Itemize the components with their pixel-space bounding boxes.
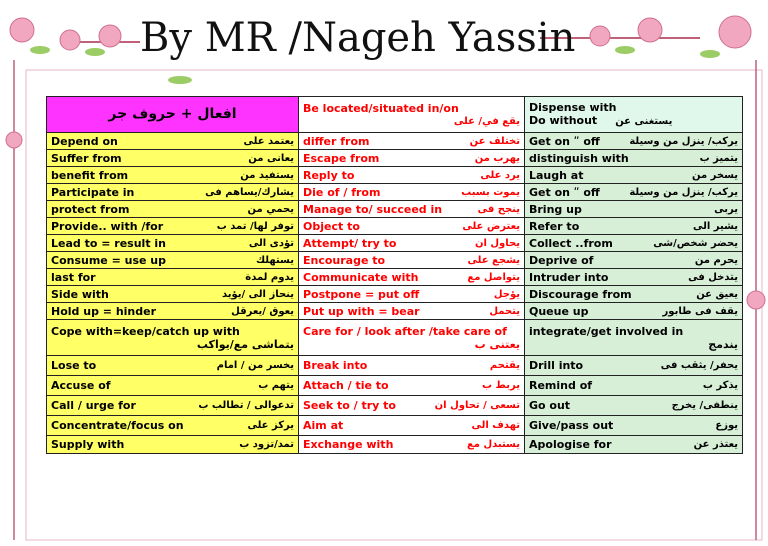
table-row: [47, 356, 743, 376]
table-cell: [47, 286, 299, 303]
phrase-text: Remind of: [529, 379, 593, 392]
phrase-text: Concentrate/focus on: [51, 419, 184, 432]
phrase-text: last for: [51, 270, 96, 284]
table-cell: [525, 376, 743, 396]
phrase-text: Reply to: [303, 168, 355, 182]
arabic-meaning: يتحمل: [489, 305, 520, 317]
table-cell: [47, 320, 299, 356]
phrase-text: Laugh at: [529, 168, 584, 182]
table-cell: [525, 97, 743, 133]
phrase-text: Suffer from: [51, 151, 122, 165]
arabic-meaning: يرد على: [480, 169, 520, 181]
phrase-text: Manage to/ succeed in: [303, 202, 443, 216]
phrase-text: Get on ʺ off: [529, 185, 600, 199]
arabic-meaning: يذكر ب: [702, 380, 738, 391]
arabic-meaning: يوزع: [715, 420, 738, 431]
table-row: [47, 436, 743, 454]
table-cell: [525, 235, 743, 252]
arabic-meaning: يشير الى: [692, 220, 738, 232]
arabic-meaning: يقع في/ على: [453, 115, 520, 127]
phrase-text: Call / urge for: [51, 399, 136, 412]
phrase-text: Aim at: [303, 419, 344, 432]
phrase-text: Participate in: [51, 185, 135, 199]
phrase-text: Object to: [303, 219, 360, 233]
table-row: [47, 416, 743, 436]
phrase-text: Dispense with: [529, 101, 617, 114]
arabic-meaning: تهدف الى: [471, 420, 520, 431]
table-cell: [47, 396, 299, 416]
arabic-meaning: يسخر من: [691, 169, 738, 181]
phrase-text: Seek to / try to: [303, 399, 396, 412]
arabic-meaning: يقتحم: [489, 360, 520, 371]
phrase-text: Cope with=keep/catch up with: [51, 324, 240, 338]
phrase-text: Accuse of: [51, 379, 111, 392]
table-row: [47, 201, 743, 218]
table-row: [47, 286, 743, 303]
phrase-text: Attempt/ try to: [303, 236, 397, 250]
phrase-text: differ from: [303, 134, 370, 148]
arabic-meaning: يربى: [714, 203, 738, 215]
table-cell: [47, 235, 299, 252]
table-row: [47, 269, 743, 286]
arabic-meaning: يستبدل مع: [466, 439, 520, 450]
arabic-meaning: يتميز ب: [699, 152, 738, 164]
table-cell: [525, 201, 743, 218]
phrase-text: Discourage from: [529, 287, 632, 301]
phrase-text: Get on ʺ off: [529, 134, 600, 148]
phrase-text: Communicate with: [303, 270, 419, 284]
table-cell: [525, 252, 743, 269]
arabic-meaning: يحضر شخص/شى: [653, 237, 738, 249]
arabic-meaning: يتهم ب: [258, 380, 294, 391]
arabic-meaning: يعانى من: [248, 152, 294, 164]
phrase-text: Break into: [303, 359, 368, 372]
phrase-text: Depend on: [51, 134, 118, 148]
table-row: [47, 184, 743, 201]
phrase-text: Die of / from: [303, 185, 381, 199]
arabic-meaning: تدعوالى / تطالب ب: [198, 400, 294, 411]
phrase-text: Escape from: [303, 151, 380, 165]
table-cell: [47, 97, 299, 133]
table-cell: [299, 269, 525, 286]
arabic-meaning: يركز على: [247, 420, 294, 431]
arabic-meaning: ينجح فى: [477, 203, 520, 215]
phrase-text: Bring up: [529, 202, 582, 216]
table-cell: [47, 269, 299, 286]
table-cell: [299, 218, 525, 235]
phrase-text: protect from: [51, 202, 130, 216]
phrase-text: Be located/situated in/on: [303, 101, 459, 115]
table-cell: [47, 356, 299, 376]
table-cell: [47, 376, 299, 396]
arabic-meaning: يستهلك: [255, 254, 294, 266]
phrase-text: Postpone = put off: [303, 287, 420, 301]
table-row: [47, 396, 743, 416]
table-row: [47, 303, 743, 320]
arabic-meaning: يتماشى مع/يواكب: [196, 337, 294, 351]
phrase-text: Exchange with: [303, 438, 394, 451]
phrase-text: Side with: [51, 287, 109, 301]
arabic-meaning: يشارك/يساهم فى: [205, 186, 294, 198]
table-cell: [299, 201, 525, 218]
phrase-text: Collect ..from: [529, 236, 613, 250]
table-cell: [525, 303, 743, 320]
phrase-text: Consume = use up: [51, 253, 167, 267]
phrase-text: Apologise for: [529, 438, 612, 451]
arabic-meaning: يندمج: [708, 337, 738, 351]
table-cell: [47, 150, 299, 167]
table-cell: [525, 167, 743, 184]
arabic-meaning: يعوق /يعرقل: [231, 305, 294, 317]
phrase-text: Go out: [529, 399, 571, 412]
phrase-text: Give/pass out: [529, 419, 614, 432]
arabic-meaning: يعتنى ب: [474, 337, 520, 351]
table-cell: [47, 133, 299, 150]
table-cell: [47, 218, 299, 235]
table-cell: [299, 235, 525, 252]
arabic-meaning: يؤجل: [493, 288, 520, 300]
arabic-meaning: يحفر/ يثقب فى: [660, 360, 738, 371]
table-row: [47, 150, 743, 167]
table-cell: [47, 167, 299, 184]
arabic-meaning: ينحاز الى /يؤيد: [221, 288, 294, 300]
arabic-meaning: تختلف عن: [469, 135, 520, 147]
phrase-text: Intruder into: [529, 270, 609, 284]
arabic-meaning: افعال + حروف جر: [108, 106, 237, 122]
phrase-text: Deprive of: [529, 253, 594, 267]
table-row: [47, 320, 743, 356]
arabic-meaning: يربط ب: [482, 380, 520, 391]
table-cell: [525, 218, 743, 235]
phrase-text: Encourage to: [303, 253, 386, 267]
table-cell: [47, 303, 299, 320]
table-cell: [525, 286, 743, 303]
phrase-text: distinguish with: [529, 151, 629, 165]
table-cell: [299, 320, 525, 356]
phrase-text: benefit from: [51, 168, 129, 182]
table-cell: [299, 376, 525, 396]
arabic-meaning: يعيق عن: [696, 288, 738, 300]
arabic-meaning: يدوم لمدة: [245, 271, 294, 283]
arabic-meaning: تسعى / تحاول ان: [434, 400, 520, 411]
table-row: [47, 133, 743, 150]
phrase-text: Lose to: [51, 359, 97, 372]
table-cell: [299, 97, 525, 133]
phrase-text: Drill into: [529, 359, 584, 372]
arabic-meaning: يعتمد على: [243, 135, 294, 147]
arabic-meaning: يستغنى عن: [615, 116, 673, 127]
table-cell: [525, 133, 743, 150]
phrase-text: Do without: [529, 114, 598, 127]
table-cell: [299, 150, 525, 167]
page-title: By MR /Nageh Yassin: [140, 15, 576, 61]
table-cell: [299, 303, 525, 320]
arabic-meaning: يستفيد من: [240, 169, 294, 181]
arabic-meaning: يركب/ ينزل من وسيلة: [629, 135, 738, 147]
table-cell: [525, 150, 743, 167]
table-cell: [299, 184, 525, 201]
arabic-meaning: تؤدى الى: [248, 237, 294, 249]
table-cell: [299, 252, 525, 269]
arabic-meaning: يركب/ ينزل من وسيلة: [629, 186, 738, 198]
table-row: [47, 252, 743, 269]
phrase-text: Attach / tie to: [303, 379, 389, 392]
arabic-meaning: يحمي من: [247, 203, 294, 215]
phrase-text: Supply with: [51, 438, 125, 451]
table-cell: [299, 167, 525, 184]
arabic-meaning: يعترض على: [462, 220, 520, 232]
phrase-text: Queue up: [529, 304, 589, 318]
table-cell: [525, 436, 743, 454]
phrase-text: Care for / look after /take care of: [303, 324, 507, 338]
table-row: [47, 218, 743, 235]
arabic-meaning: يحرم من: [694, 254, 738, 266]
table-cell: [299, 286, 525, 303]
table-row: [47, 235, 743, 252]
phrase-text: Lead to = result in: [51, 236, 167, 250]
phrase-text: Refer to: [529, 219, 580, 233]
arabic-meaning: يتدخل فى: [688, 271, 738, 283]
table-cell: [299, 356, 525, 376]
arabic-meaning: يقف فى طابور: [662, 305, 738, 317]
arabic-meaning: يشجع على: [467, 254, 520, 266]
arabic-meaning: يهرب من: [474, 152, 520, 164]
table-cell: [525, 416, 743, 436]
table-cell: [47, 184, 299, 201]
table-cell: [525, 269, 743, 286]
table-row: [47, 97, 743, 133]
table-cell: [299, 416, 525, 436]
arabic-meaning: تمد/تزود ب: [239, 439, 294, 450]
table-cell: [299, 133, 525, 150]
arabic-meaning: يتواصل مع: [467, 271, 520, 283]
table-cell: [47, 252, 299, 269]
table-cell: [47, 436, 299, 454]
table-row: [47, 167, 743, 184]
verbs-prepositions-table: [46, 96, 743, 454]
table-cell: [525, 184, 743, 201]
table-cell: [525, 396, 743, 416]
table-cell: [525, 356, 743, 376]
table-cell: [525, 320, 743, 356]
phrase-text: Put up with = bear: [303, 304, 420, 318]
table-cell: [299, 396, 525, 416]
arabic-meaning: يخسر من / امام: [216, 360, 294, 371]
table-cell: [47, 201, 299, 218]
arabic-meaning: ينطفى/ يخرج: [671, 400, 738, 411]
table-row: [47, 376, 743, 396]
arabic-meaning: يحاول ان: [474, 237, 520, 249]
phrase-text: integrate/get involved in: [529, 324, 684, 338]
phrase-text: Hold up = hinder: [51, 304, 157, 318]
table-cell: [299, 436, 525, 454]
arabic-meaning: يموت بسبب: [461, 186, 520, 198]
arabic-meaning: توفر لها/ تمد ب: [216, 220, 294, 232]
arabic-meaning: يعتذر عن: [693, 439, 738, 450]
table-cell: [47, 416, 299, 436]
phrase-text: Provide.. with /for: [51, 219, 164, 233]
